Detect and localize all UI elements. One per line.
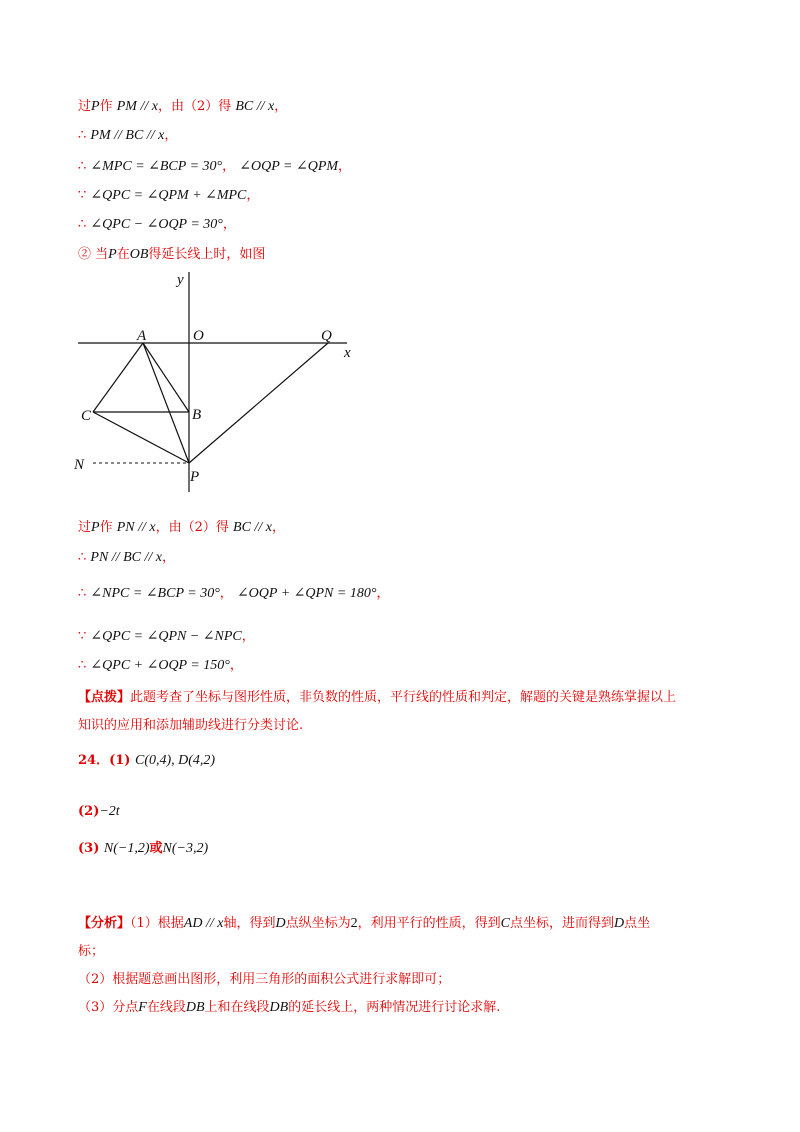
- text: ，利用平行的性质，得到: [357, 916, 501, 931]
- math: BC // x: [233, 520, 272, 535]
- proof-line-2: [78, 127, 177, 145]
- proof-line-6: [78, 246, 265, 264]
- math: PM // BC // x: [90, 128, 165, 143]
- text: ，: [376, 586, 390, 601]
- label-x: x: [344, 345, 351, 361]
- answer-1: [78, 752, 215, 770]
- text: ，: [274, 99, 288, 114]
- math: ∠QPC − ∠OQP = 30°: [90, 217, 223, 232]
- math: ∠QPC = ∠QPM + ∠MPC: [90, 188, 247, 203]
- text: 得延长线上时，如图: [148, 247, 266, 262]
- text: ，: [222, 159, 236, 174]
- therefore-symbol: ∴: [78, 128, 87, 143]
- math: P: [91, 99, 100, 114]
- text: 或: [149, 841, 163, 856]
- text: ，: [164, 128, 178, 143]
- text: 的延长线上，两种情况进行讨论求解.: [288, 1000, 501, 1015]
- label-y: y: [177, 272, 184, 288]
- math: ∠OQP + ∠QPN = 180°: [236, 586, 377, 601]
- text: ② 当: [78, 247, 109, 262]
- therefore-symbol: ∴: [78, 217, 87, 232]
- math: BC // x: [235, 99, 275, 114]
- text: ，: [241, 629, 255, 644]
- text: 点坐: [624, 916, 651, 931]
- segment-ap: [143, 343, 189, 463]
- math: ∠QPC + ∠OQP = 150°: [90, 658, 230, 673]
- therefore-symbol: ∴: [78, 159, 87, 174]
- math: N(−1,2): [103, 841, 150, 856]
- text: 上和在线段: [204, 1000, 270, 1015]
- math: DB: [185, 1000, 205, 1015]
- text: ，: [161, 550, 175, 565]
- segment-cp: [93, 412, 189, 463]
- proof-line-3: [78, 158, 351, 176]
- dianbo-text: 此题考查了坐标与图形性质，非负数的性质，平行线的性质和判定，解题的关键是熟练掌握以上: [130, 690, 677, 705]
- math: F: [138, 1000, 147, 1015]
- math: PM // x: [116, 99, 158, 114]
- segment-pq: [189, 343, 328, 463]
- math: ∠MPC = ∠BCP = 30°: [90, 159, 223, 174]
- text: 作: [99, 520, 113, 535]
- fenxi-paragraph: [78, 910, 728, 1022]
- math: PN // x: [116, 520, 156, 535]
- text: 在线段: [146, 1000, 186, 1015]
- text: 过: [78, 99, 92, 114]
- answer-3: [78, 840, 208, 858]
- proof-line-1: [78, 98, 287, 116]
- label-q: Q: [321, 328, 332, 344]
- segment-ac: [93, 343, 143, 412]
- geometry-figure: [60, 266, 380, 498]
- text: （2）根据题意画出图形，利用三角形的面积公式进行求解即可；: [78, 972, 451, 987]
- label-o: O: [193, 328, 204, 344]
- math: PN // BC // x: [90, 550, 162, 565]
- proof-line-11: [78, 657, 243, 675]
- math: C(0,4), D(4,2): [134, 753, 216, 768]
- answer-label: 24．(1): [78, 753, 131, 768]
- text: 作: [99, 99, 113, 114]
- answer-label: (2): [78, 804, 100, 819]
- proof-line-8: [78, 549, 175, 567]
- math: DB: [269, 1000, 289, 1015]
- math: D: [613, 916, 625, 931]
- math: N(−3,2): [162, 841, 209, 856]
- text: ，: [219, 586, 233, 601]
- math: AD // x: [183, 916, 224, 931]
- text: 过: [78, 520, 92, 535]
- math: −2t: [99, 804, 120, 819]
- answer-2: [78, 803, 120, 821]
- math: C: [500, 916, 510, 931]
- math: P: [108, 247, 117, 262]
- text: 标；: [78, 944, 105, 959]
- label-p: P: [190, 469, 200, 485]
- math: ∠NPC = ∠BCP = 30°: [90, 586, 220, 601]
- text: （1）根据: [130, 916, 184, 931]
- text: ，: [246, 188, 260, 203]
- answer-label: (3): [78, 841, 100, 856]
- text: ，: [338, 159, 352, 174]
- therefore-symbol: ∴: [78, 658, 87, 673]
- math: 2: [350, 916, 358, 931]
- text: ，: [229, 658, 243, 673]
- text: ，由（2）得: [155, 520, 229, 535]
- label-a: A: [137, 328, 147, 344]
- text: （3）分点: [78, 1000, 139, 1015]
- because-symbol: ∵: [78, 188, 87, 203]
- math: P: [91, 520, 100, 535]
- text: ，由（2）得: [157, 99, 232, 114]
- label-n: N: [74, 457, 85, 473]
- text: 点坐标，进而得到: [509, 916, 614, 931]
- label-c: C: [81, 408, 92, 424]
- proof-line-9: [78, 585, 389, 603]
- proof-line-4: [78, 187, 259, 205]
- therefore-symbol: ∴: [78, 586, 87, 601]
- text: ，: [222, 217, 236, 232]
- math: ∠QPC = ∠QPN − ∠NPC: [90, 629, 242, 644]
- text: 轴，得到: [223, 916, 276, 931]
- dianbo-tag: 【点拨】: [78, 690, 131, 705]
- proof-line-7: [78, 519, 285, 537]
- math: OB: [129, 247, 149, 262]
- fenxi-tag: 【分析】: [78, 916, 131, 931]
- dianbo-text: 知识的应用和添加辅助线进行分类讨论.: [78, 718, 304, 733]
- text: 点纵坐标为: [285, 916, 351, 931]
- therefore-symbol: ∴: [78, 550, 87, 565]
- text: ，: [271, 520, 285, 535]
- because-symbol: ∵: [78, 629, 87, 644]
- proof-line-5: [78, 216, 236, 234]
- label-b: B: [192, 407, 202, 423]
- proof-line-10: [78, 628, 255, 646]
- math: D: [275, 916, 286, 931]
- text: 在: [116, 247, 130, 262]
- dianbo-paragraph: [78, 684, 728, 740]
- math: ∠OQP = ∠QPM: [239, 159, 339, 174]
